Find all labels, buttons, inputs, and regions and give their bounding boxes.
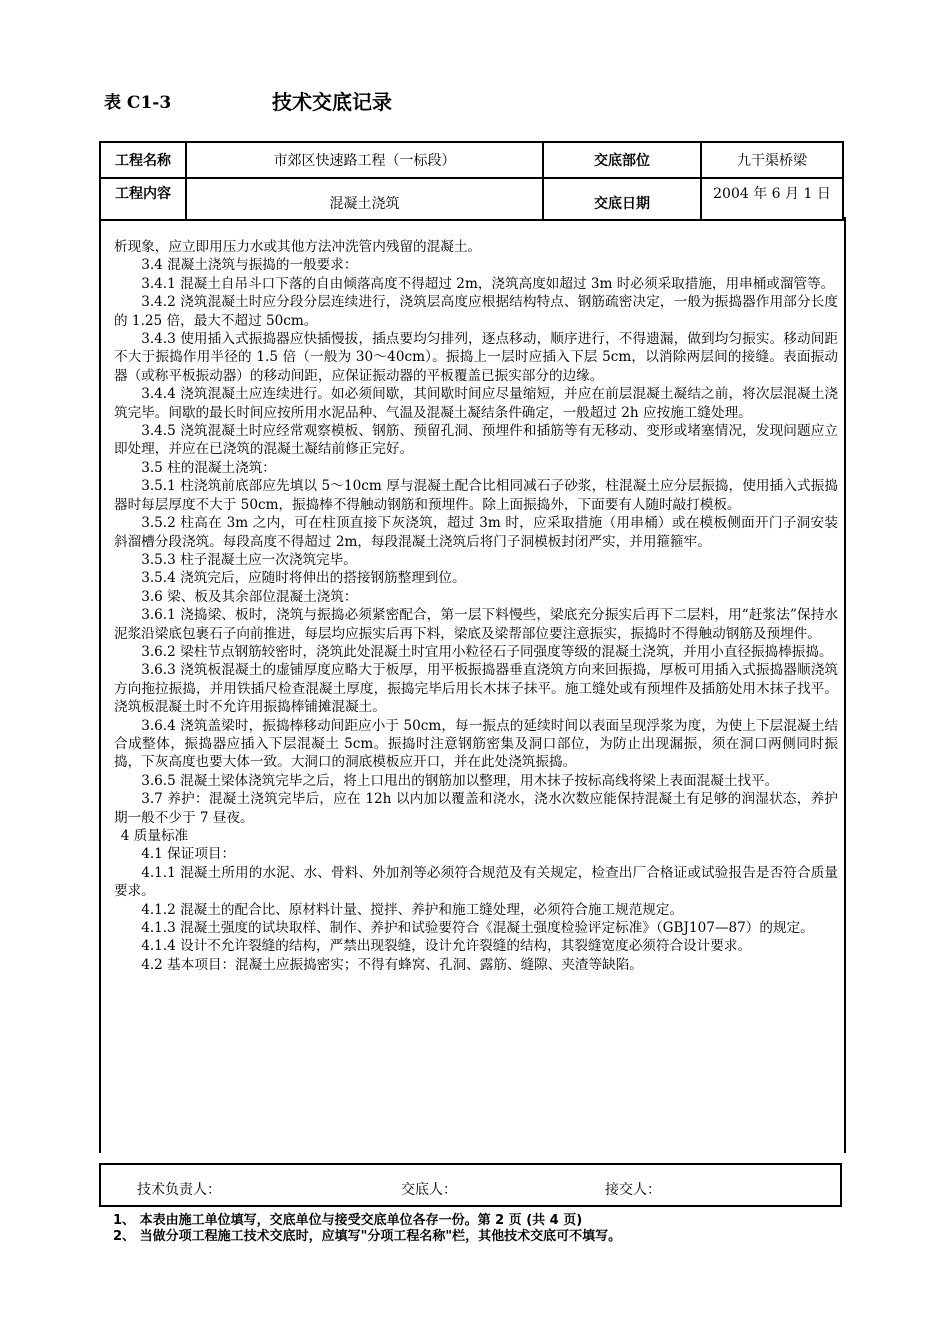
body-paragraph: 3.5.3 柱子混凝土应一次浇筑完毕。 bbox=[141, 551, 357, 568]
date-value: 2004 年 6 月 1 日 bbox=[701, 178, 843, 220]
body-paragraph: 3.6.3 浇筑板混凝土的虚铺厚度应略大于板厚，用平板振捣器垂直浇筑方向来回振捣，厚板可用插入式振捣器顺浇筑方向拖拉振捣，并用铁插尺检查混凝土厚度，振捣完毕后用长木抹子抹平。施工缝处或有预埋件及插筋处用木抹子找平。浇筑板混凝土时不允许用振捣棒铺摊混凝土。 bbox=[114, 662, 838, 716]
footer-note: 2、 当做分项工程施工技术交底时，应填写"分项工程名称"栏，其他技术交底可不填写。 bbox=[113, 1229, 622, 1244]
body-paragraph: 4.2 基本项目：混凝土应振捣密实；不得有蜂窝、孔洞、露筋、缝隙、夹渣等缺陷。 bbox=[141, 956, 643, 973]
body-paragraph: 析现象，应立即用压力水或其他方法冲洗管内残留的混凝土。 bbox=[114, 239, 482, 255]
body-paragraph: 4.1.4 设计不允许裂缝的结构，严禁出现裂缝，设计允许裂缝的结构，其裂缝宽度必须符合设计要求。 bbox=[141, 938, 752, 955]
body-paragraph: 3.6.5 混凝土梁体浇筑完毕之后，将上口甩出的钢筋加以整理，用木抹子按标高线将梁上表面混凝土找平。 bbox=[141, 772, 779, 789]
receiver-signature-label: 接交人： bbox=[605, 1182, 661, 1198]
body-paragraph: 4.1 保证项目： bbox=[141, 846, 236, 863]
body-paragraph: 3.4.4 浇筑混凝土应连续进行。如必须间歇，其间歇时间应尽量缩短，并应在前层混凝土凝结之前，将次层混凝土浇筑完毕。间歇的最长时间应按所用水泥品种、气温及混凝土凝结条件确定，一般超过 2h 应按施工缝处理。 bbox=[114, 386, 838, 421]
body-paragraph: 4.1.3 混凝土强度的试块取样、制作、养护和试验要符合《混凝土强度检验评定标准》（GBJ107—87）的规定。 bbox=[141, 920, 814, 937]
body-paragraph: 3.4 混凝土浇筑与振捣的一般要求： bbox=[141, 257, 358, 274]
form-code: 表 C1-3 bbox=[104, 93, 172, 113]
footer-notes bbox=[113, 1213, 621, 1245]
location-value: 九干渠桥梁 bbox=[701, 142, 843, 178]
body-paragraph: 4.1.2 混凝土的配合比、原材料计量、搅拌、养护和施工缝处理，必须符合施工规范规定。 bbox=[141, 901, 684, 918]
content-value: 混凝土浇筑 bbox=[186, 178, 543, 220]
body-paragraph: 3.6.1 浇捣梁、板时，浇筑与振捣必须紧密配合，第一层下料慢些，梁底充分振实后再下二层料，用“赶浆法”保持水泥浆沿梁底包裹石子向前推进，每层均应振实后再下料，梁底及梁帮部位要注意振实，振捣时不得触动钢筋及预埋件。 bbox=[114, 607, 838, 642]
body-paragraph: 3.5.2 柱高在 3m 之内，可在柱顶直接下灰浇筑，超过 3m 时，应采取措施（用串桶）或在模板侧面开门子洞安装斜溜槽分段浇筑。每段高度不得超过 2m，每段混凝土浇筑后将门子洞模板封闭严实，并用箍箍牢。 bbox=[114, 515, 838, 550]
header-table bbox=[99, 141, 844, 221]
footer-note: 1、 本表由施工单位填写，交底单位与接受交底单位各存一份。第 2 页 (共 4 页) bbox=[113, 1213, 583, 1228]
body-section-heading: 4 质量标准 bbox=[120, 828, 189, 844]
presenter-signature-label: 交底人： bbox=[401, 1182, 457, 1198]
body-paragraph: 3.6.4 浇筑盖梁时，振捣棒移动间距应小于 50cm，每一振点的延续时间以表面呈现浮浆为度，为使上下层混凝土结合成整体，振捣器应插入下层混凝土 5cm。振捣时注意钢筋密集及洞口部位，为防止出现漏振，须在洞口两侧同时振捣，下灰高度也要大体一致。大洞口的洞底模板应开口，并在此处浇筑振捣。 bbox=[114, 717, 838, 771]
body-paragraph: 3.5.1 柱浇筑前底部应先填以 5～10cm 厚与混凝土配合比相同减石子砂浆，柱混凝土应分层振捣，使用插入式振捣器时每层厚度不大于 50cm，振捣棒不得触动钢筋和预埋件。除上面振捣外，下面要有人随时敲打模板。 bbox=[114, 478, 838, 513]
body-paragraph: 4.1.1 混凝土所用的水泥、水、骨料、外加剂等必须符合规范及有关规定，检查出厂合格证或试验报告是否符合质量要求。 bbox=[114, 864, 838, 900]
form-title: 技术交底记录 bbox=[272, 90, 392, 114]
body-paragraph: 3.5.4 浇筑完后，应随时将伸出的搭接钢筋整理到位。 bbox=[141, 570, 466, 587]
body-paragraph: 3.5 柱的混凝土浇筑： bbox=[141, 459, 276, 476]
body-paragraph: 3.4.2 浇筑混凝土时应分段分层连续进行，浇筑层高度应根据结构特点、钢筋疏密决定，一般为振捣器作用部分长度的 1.25 倍，最大不超过 50cm。 bbox=[114, 294, 838, 329]
project-name-value: 市郊区快速路工程（一标段） bbox=[186, 142, 543, 178]
content-label: 工程内容 bbox=[100, 178, 186, 220]
body-paragraph: 3.4.5 浇筑混凝土时应经常观察模板、钢筋、预留孔洞、预埋件和插筋等有无移动、变形或堵塞情况，发现问题应立即处理，并应在已浇筑的混凝土凝结前修正完好。 bbox=[114, 423, 838, 458]
signature-row bbox=[99, 1163, 842, 1207]
tech-lead-signature-label: 技术负责人： bbox=[137, 1182, 221, 1198]
body-paragraph: 3.6 梁、板及其余部位混凝土浇筑： bbox=[141, 588, 358, 605]
location-label: 交底部位 bbox=[543, 142, 701, 178]
body-paragraph: 3.7 养护：混凝土浇筑完毕后，应在 12h 以内加以覆盖和浇水，浇水次数应能保持混凝土有足够的润湿状态，养护期一般不少于 7 昼夜。 bbox=[114, 791, 838, 826]
body-text bbox=[114, 238, 838, 974]
body-paragraph: 3.6.2 梁柱节点钢筋较密时，浇筑此处混凝土时宜用小粒径石子同强度等级的混凝土浇筑，并用小直径振捣棒振捣。 bbox=[141, 643, 833, 660]
body-paragraph: 3.4.1 混凝土自吊斗口下落的自由倾落高度不得超过 2m，浇筑高度如超过 3m 时必须采取措施，用串桶或溜管等。 bbox=[141, 275, 835, 292]
project-name-label: 工程名称 bbox=[100, 142, 186, 178]
body-paragraph: 3.4.3 使用插入式振捣器应快插慢拔，插点要均匀排列，逐点移动，顺序进行，不得遗漏，做到均匀振实。移动间距不大于振捣作用半径的 1.5 倍（一般为 30～40cm）。振捣上一层时应插入下层 5cm，以消除两层间的接缝。表面振动器（或称平板振动器）的移动间距，应保证振动器的平板覆盖已振实部分的边缘。 bbox=[114, 331, 838, 384]
date-label: 交底日期 bbox=[543, 178, 701, 220]
